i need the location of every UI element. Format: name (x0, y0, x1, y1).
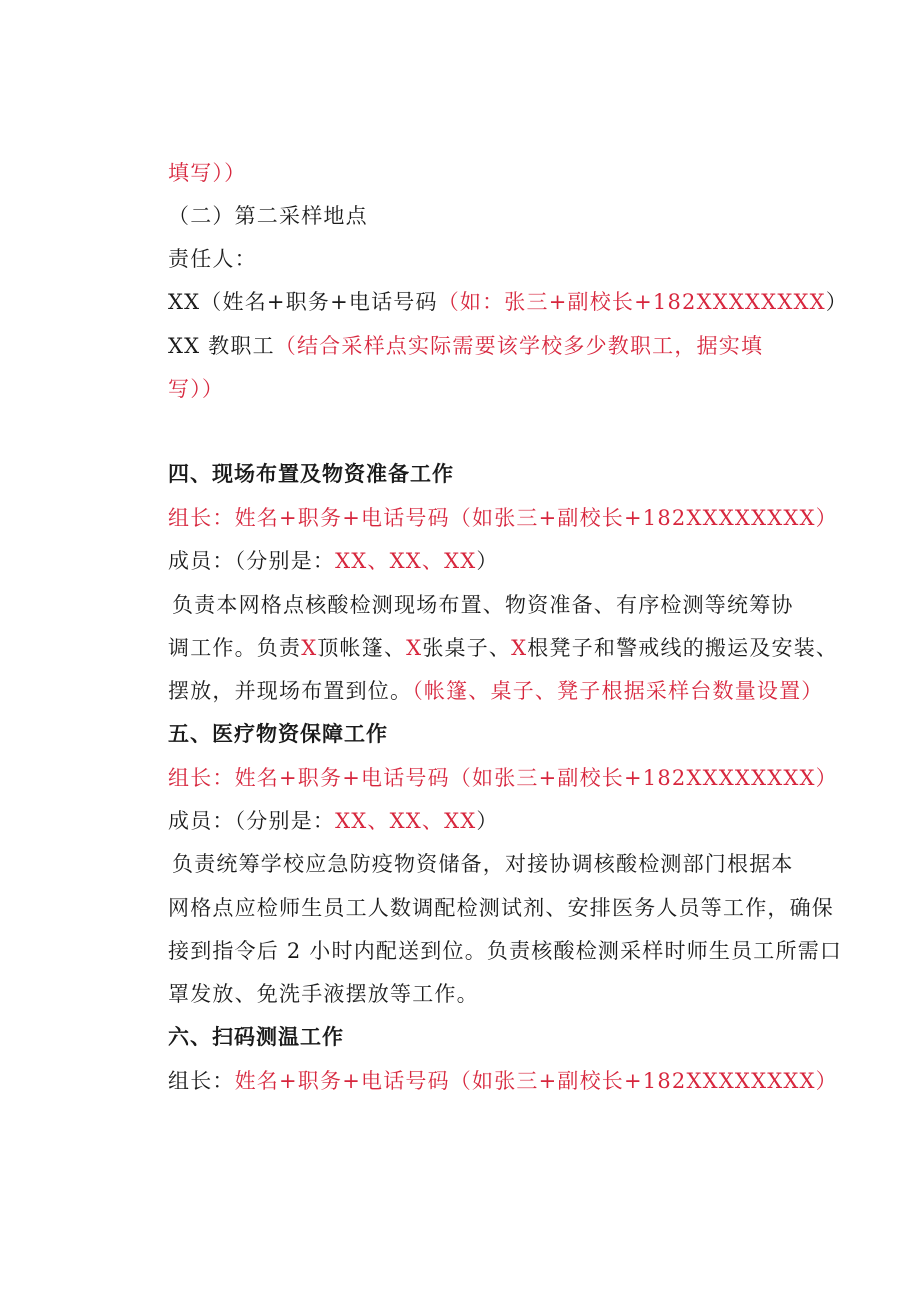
members-names: XX、XX、XX (335, 549, 477, 573)
text: 根凳子和警戒线的搬运及安装、 (527, 636, 839, 660)
closing-paren: ） (476, 809, 499, 833)
section-5-members (168, 806, 499, 836)
setup-note: （帐篷、桌子、凳子根据采样台数量设置） (412, 679, 824, 703)
tent-count: X (301, 636, 318, 660)
closing-paren: ） (476, 549, 499, 573)
staff-note: （结合采样点实际需要该学校多少教职工，据实填 (274, 334, 764, 358)
section-5-para-line-3: 接到指令后 2 小时内配送到位。负责核酸检测采样时师生员工所需口 (168, 939, 843, 963)
text: 摆放，并现场布置到位。 (168, 679, 413, 703)
second-sampling-site-heading (168, 201, 368, 231)
subsection-title: （二）第二采样地点 (168, 204, 368, 228)
section-5-leader: 组长：姓名+职务+电话号码（如张三+副校长+182XXXXXXXX） (168, 766, 838, 790)
section-5-para-line-4: 罩发放、免洗手液摆放等工作。 (168, 982, 479, 1006)
staff-note-end: 写）） (168, 377, 225, 401)
section-5-heading: 五、医疗物资保障工作 (168, 722, 388, 746)
table-count: X (406, 636, 423, 660)
section-4-leader: 组长：姓名+职务+电话号码（如张三+副校长+182XXXXXXXX） (168, 506, 838, 530)
line-fill-in-end (168, 158, 246, 188)
staff-line (168, 331, 763, 361)
example-note: （如：张三+副校长+182XXXXXXXX (437, 290, 826, 314)
members-label: 成员：（分别是： (168, 549, 336, 573)
section-5-para-line-1: 负责统筹学校应急防疫物资储备，对接协调核酸检测部门根据本 (172, 852, 794, 876)
text: 张桌子、 (422, 636, 512, 660)
section-6-leader (168, 1066, 838, 1096)
text: 顶帐篷、 (317, 636, 407, 660)
responsible-person-line (168, 287, 848, 317)
fill-in-note: 填写）） (168, 161, 247, 185)
section-4-members (168, 546, 499, 576)
text: 调工作。负责 (168, 636, 302, 660)
leader-label: 组长： (168, 1069, 235, 1093)
section-4-heading: 四、现场布置及物资准备工作 (168, 462, 454, 486)
section-4-para-line-1: 负责本网格点核酸检测现场布置、物资准备、有序检测等统筹协 (172, 593, 794, 617)
closing-paren: ） (825, 290, 848, 314)
section-5-para-line-2: 网格点应检师生员工人数调配检测试剂、安排医务人员等工作，确保 (168, 896, 834, 920)
members-label: 成员：（分别是： (168, 809, 336, 833)
section-4-para-line-2 (168, 633, 838, 663)
stool-count: X (511, 636, 528, 660)
section-6-heading: 六、扫码测温工作 (168, 1025, 344, 1049)
responsible-person-label: 责任人： (168, 247, 257, 271)
name-position-phone: XX（姓名+职务+电话号码 (168, 290, 438, 314)
members-names: XX、XX、XX (335, 809, 477, 833)
staff-count: XX 教职工 (168, 334, 275, 358)
section-4-para-line-3 (168, 676, 824, 706)
leader-placeholder: 姓名+职务+电话号码（如张三+副校长+182XXXXXXXX） (234, 1069, 838, 1093)
staff-note-continuation (168, 374, 224, 404)
